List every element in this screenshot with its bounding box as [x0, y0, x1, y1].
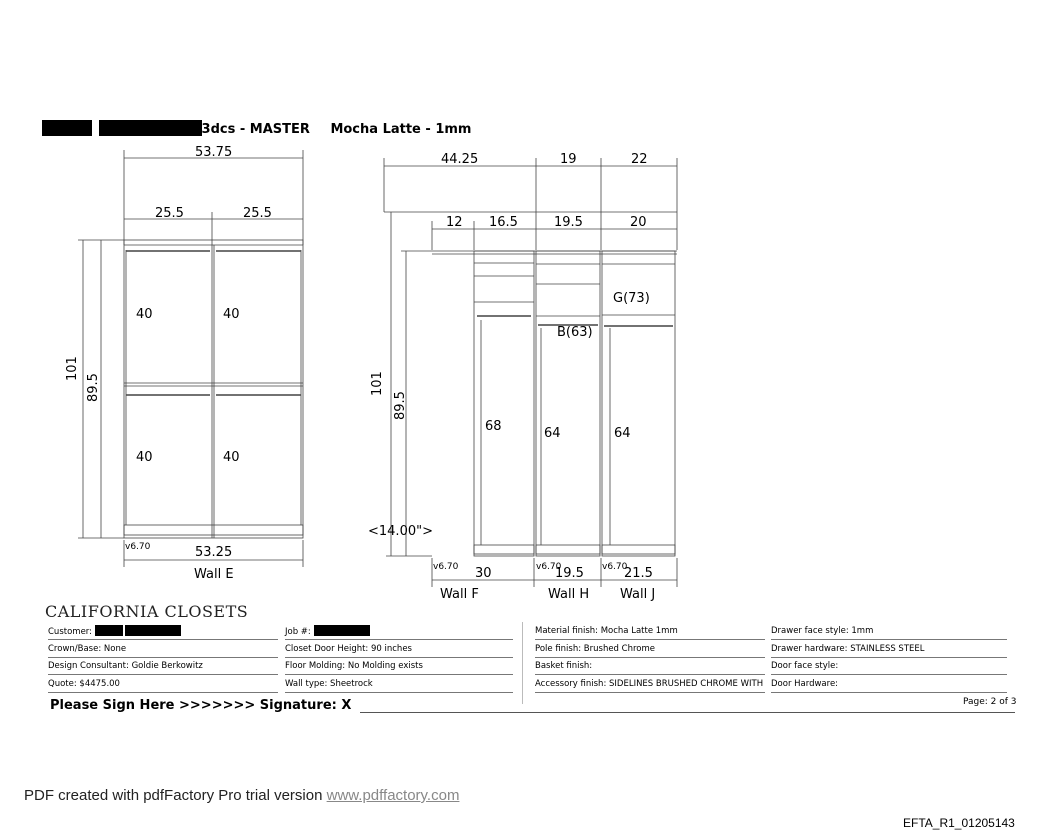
- wall-j-label: Wall J: [620, 587, 656, 602]
- wall-e-height-3: 40: [136, 450, 153, 465]
- redaction-box: [125, 625, 181, 636]
- offset-label: <14.00">: [368, 524, 433, 539]
- wall-e-inner-height: 89.5: [86, 373, 101, 402]
- wall-e-height-1: 40: [136, 307, 153, 322]
- page-number: Page: 2 of 3: [963, 697, 1017, 707]
- hang-height-3: 64: [614, 426, 631, 441]
- top-width-2: 19: [560, 152, 577, 167]
- tag-g: G(73): [613, 291, 650, 306]
- wall-e-version: v6.70: [125, 542, 151, 552]
- pole-finish-field: Pole finish: Brushed Chrome: [535, 643, 765, 658]
- pdf-creator-note: [24, 787, 459, 804]
- wall-type-field: Wall type: Sheetrock: [285, 678, 513, 693]
- signature-line[interactable]: [360, 712, 1015, 713]
- title-suffix: 3dcs - MASTER: [201, 122, 310, 137]
- door-face-field: Door face style:: [771, 660, 1007, 675]
- quote-field: Quote: $4475.00: [48, 678, 278, 693]
- job-number-field: Job #:: [285, 625, 513, 640]
- top-width-3: 22: [631, 152, 648, 167]
- redaction-box: [314, 625, 370, 636]
- pdffactory-link[interactable]: www.pdffactory.com: [326, 787, 460, 804]
- wall-e-bottom-width: 53.25: [195, 545, 233, 560]
- customer-field: Customer:: [48, 625, 278, 640]
- accessory-finish-field: Accessory finish: SIDELINES BRUSHED CHROME WITH: [535, 678, 765, 693]
- total-height: 101: [370, 371, 385, 396]
- wall-e-height-2: 40: [223, 307, 240, 322]
- wall-e-total-height: 101: [65, 356, 80, 381]
- floor-molding-field: Floor Molding: No Molding exists: [285, 660, 513, 675]
- wall-f-bottom-width: 30: [475, 566, 492, 581]
- wall-e-section-width-2: 25.5: [243, 206, 272, 221]
- document-id: EFTA_R1_01205143: [903, 816, 1015, 830]
- drawer-hardware-field: Drawer hardware: STAINLESS STEEL: [771, 643, 1007, 658]
- wall-j-bottom-width: 21.5: [624, 566, 653, 581]
- wall-e-height-4: 40: [223, 450, 240, 465]
- inner-height: 89.5: [393, 391, 408, 420]
- california-closets-logo: CALIFORNIA CLOSETS: [45, 602, 249, 621]
- wall-f-version: v6.70: [433, 562, 459, 572]
- door-height-field: Closet Door Height: 90 inches: [285, 643, 513, 658]
- wall-h-label: Wall H: [548, 587, 590, 602]
- tag-b: B(63): [557, 325, 593, 340]
- door-hardware-field: Door Hardware:: [771, 678, 1007, 693]
- section-width-4: 20: [630, 215, 647, 230]
- table-divider: [522, 622, 523, 704]
- hang-height-1: 68: [485, 419, 502, 434]
- wall-h-bottom-width: 19.5: [555, 566, 584, 581]
- section-width-2: 16.5: [489, 215, 518, 230]
- section-width-1: 12: [446, 215, 463, 230]
- basket-finish-field: Basket finish:: [535, 660, 765, 675]
- wall-f-label: Wall F: [440, 587, 479, 602]
- hang-height-2: 64: [544, 426, 561, 441]
- crown-base-field: Crown/Base: None: [48, 643, 278, 658]
- material-finish-field: Material finish: Mocha Latte 1mm: [535, 625, 765, 640]
- wall-j-version: v6.70: [602, 562, 628, 572]
- pdf-note-text: PDF created with pdfFactory Pro trial version: [24, 787, 327, 804]
- drawer-face-field: Drawer face style: 1mm: [771, 625, 1007, 640]
- design-consultant-field: Design Consultant: Goldie Berkowitz: [48, 660, 278, 675]
- wall-h-version: v6.70: [536, 562, 562, 572]
- redaction-box: [95, 625, 123, 636]
- wall-e-overall-width: 53.75: [195, 145, 233, 160]
- top-width-1: 44.25: [441, 152, 479, 167]
- wall-e-section-width-1: 25.5: [155, 206, 184, 221]
- wall-e-label: Wall E: [194, 567, 234, 582]
- material-title: Mocha Latte - 1mm: [330, 122, 472, 137]
- section-width-3: 19.5: [554, 215, 583, 230]
- signature-prompt: Please Sign Here >>>>>>> Signature: X: [50, 698, 352, 713]
